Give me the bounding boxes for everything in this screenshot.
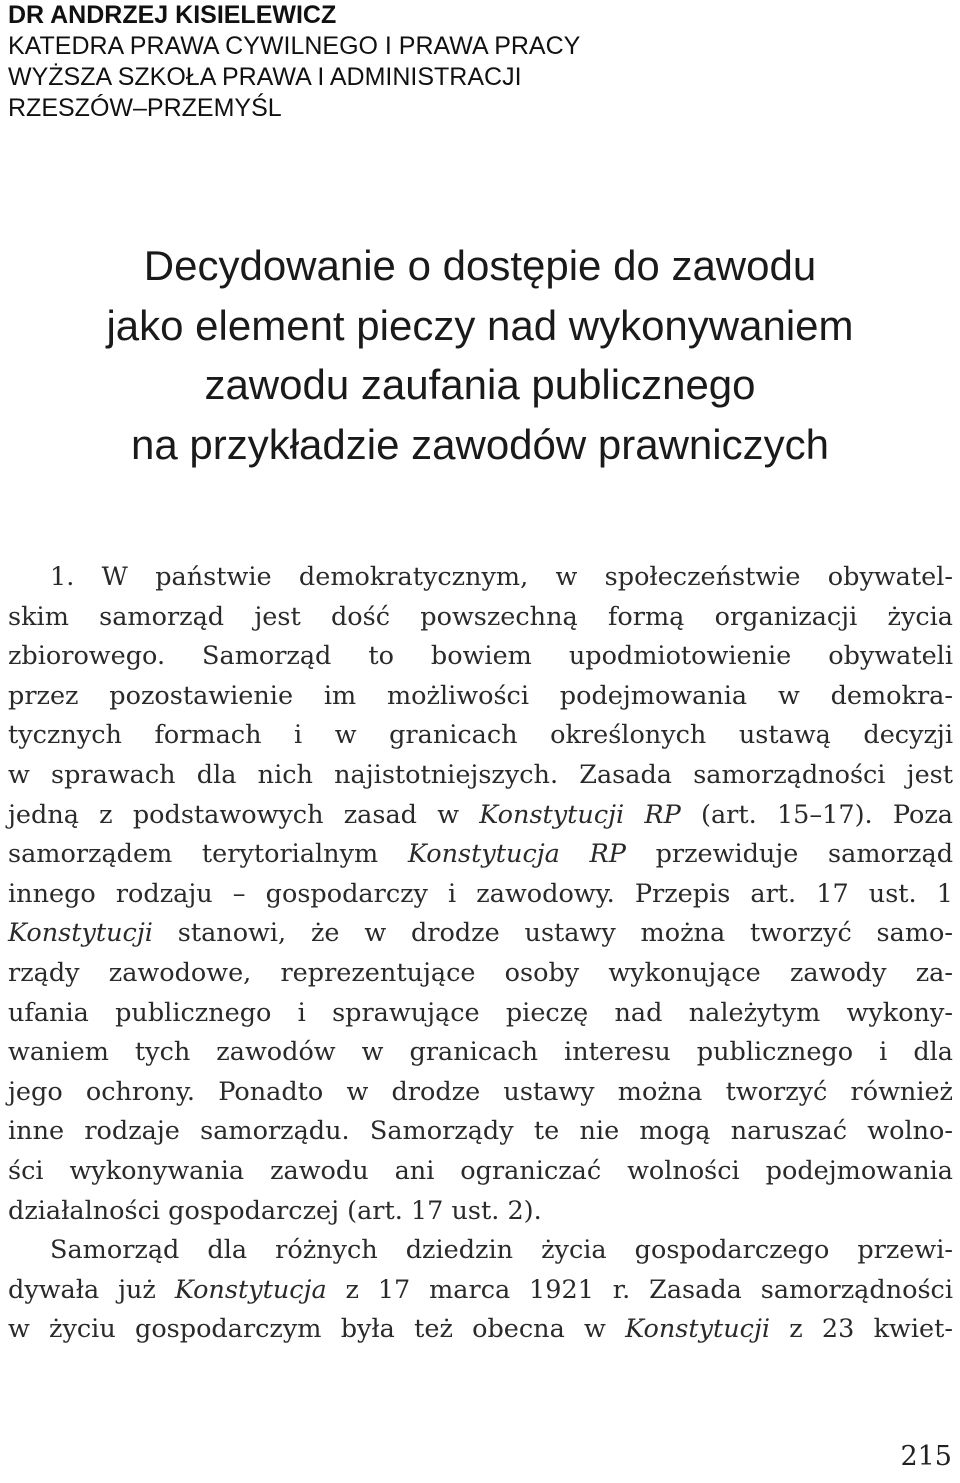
body-line: rządy zawodowe, reprezentujące osoby wykonujące zawody za- bbox=[8, 957, 953, 988]
article-title bbox=[0, 236, 960, 474]
body-text bbox=[8, 558, 953, 1350]
author-name: DR ANDRZEJ KISIELEWICZ bbox=[8, 1, 337, 29]
italic-title: Konstytucja RP bbox=[407, 839, 626, 870]
body-line: skim samorząd jest dość powszechną formą organizacji życia bbox=[8, 601, 953, 632]
italic-title: Konstytucji bbox=[8, 918, 153, 949]
body-line bbox=[8, 835, 953, 875]
text-run: z 23 kwiet- bbox=[770, 1314, 953, 1345]
text-run: przewiduje samorząd bbox=[625, 839, 954, 870]
body-line: Samorząd dla różnych dziedzin życia gospodarczego przewi- bbox=[50, 1235, 953, 1266]
text-run: jedną z podstawowych zasad w bbox=[8, 799, 480, 830]
body-line bbox=[8, 1271, 953, 1311]
body-line: waniem tych zawodów w granicach interesu publicznego i dla bbox=[8, 1037, 953, 1068]
title-line: zawodu zaufania publicznego bbox=[204, 361, 756, 408]
title-line: na przykładzie zawodów prawniczych bbox=[131, 420, 829, 468]
italic-title: Konstytucji RP bbox=[479, 799, 681, 830]
title-line: jako element pieczy nad wykonywaniem bbox=[106, 301, 854, 349]
body-line: innego rodzaju – gospodarczy i zawodowy. Przepis art. 17 ust. 1 bbox=[8, 878, 953, 909]
body-line: inne rodzaje samorządu. Samorządy te nie mogą naruszać wolno- bbox=[8, 1116, 953, 1147]
text-run: (art. 15–17). Poza bbox=[680, 799, 954, 830]
body-line: 1. W państwie demokratycznym, w społeczeństwie obywatel- bbox=[50, 562, 953, 592]
body-line: działalności gospodarczej (art. 17 ust. 2). bbox=[8, 1195, 542, 1226]
author-block bbox=[8, 0, 580, 124]
text-run: w życiu gospodarczym była też obecna w bbox=[8, 1314, 626, 1345]
body-line: jego ochrony. Ponadto w drodze ustawy można tworzyć również bbox=[8, 1076, 953, 1107]
body-line: w sprawach dla nich najistotniejszych. Zasada samorządności jest bbox=[8, 759, 953, 790]
body-line: ufania publicznego i sprawujące pieczę nad należytym wykony- bbox=[8, 997, 953, 1028]
body-line bbox=[8, 914, 953, 954]
body-line: zbiorowego. Samorząd to bowiem upodmiotowienie obywateli bbox=[8, 641, 953, 672]
page-number: 215 bbox=[900, 1441, 952, 1472]
body-line bbox=[8, 1310, 953, 1350]
body-line bbox=[8, 796, 953, 836]
department: KATEDRA PRAWA CYWILNEGO I PRAWA PRACY bbox=[8, 32, 581, 60]
title-line: Decydowanie o dostępie do zawodu bbox=[143, 242, 817, 289]
body-line: tycznych formach i w granicach określonych ustawą decyzji bbox=[8, 720, 953, 751]
text-run: z 17 marca 1921 r. Zasada samorządności bbox=[326, 1274, 953, 1305]
body-line: przez pozostawienie im możliwości podejmowania w demokra- bbox=[8, 680, 953, 711]
school: WYŻSZA SZKOŁA PRAWA I ADMINISTRACJI bbox=[8, 63, 522, 91]
city: RZESZÓW–PRZEMYŚL bbox=[8, 94, 282, 122]
italic-title: Konstytucja bbox=[174, 1274, 327, 1305]
body-line: ści wykonywania zawodu ani ograniczać wolności podejmowania bbox=[8, 1155, 953, 1186]
text-run: dywała już bbox=[8, 1274, 175, 1305]
text-run: samorządem terytorialnym bbox=[8, 839, 408, 870]
text-run: stanowi, że w drodze ustawy można tworzyć samo- bbox=[152, 918, 953, 949]
italic-title: Konstytucji bbox=[625, 1314, 771, 1345]
